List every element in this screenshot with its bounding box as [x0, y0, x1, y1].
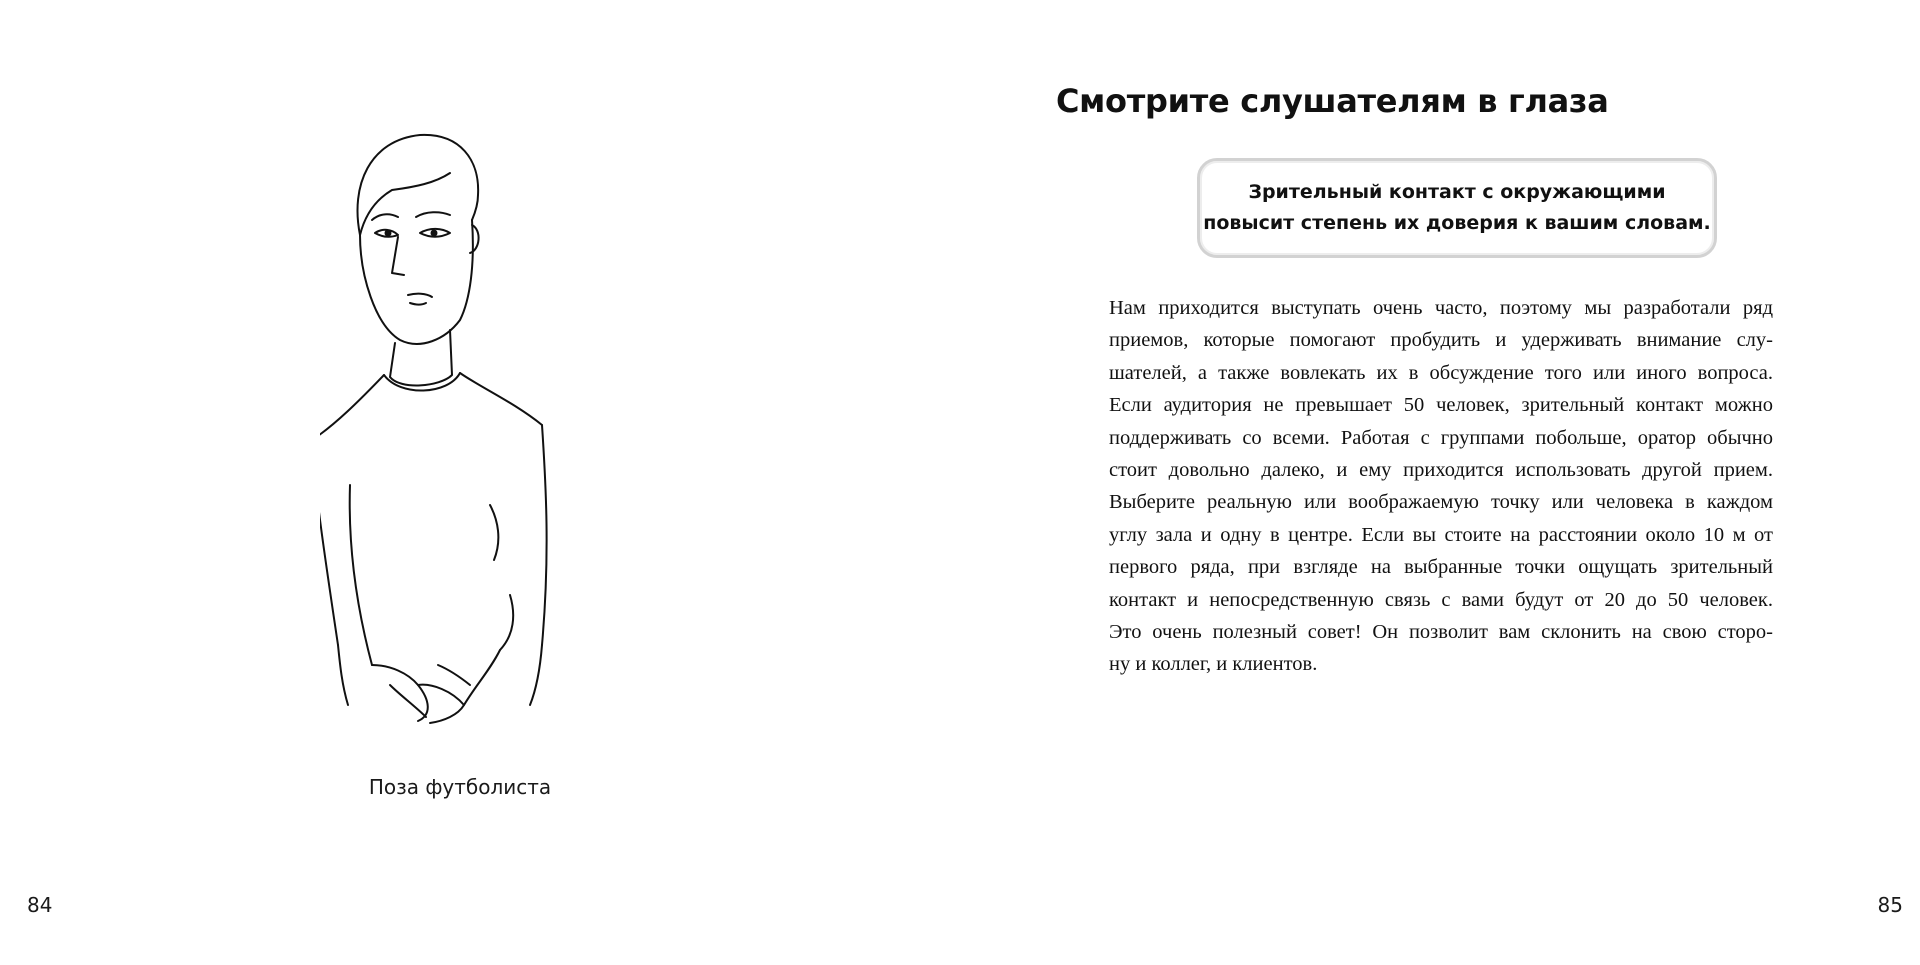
section-heading: Смотрите слушателям в глаза: [1056, 82, 1609, 120]
callout-line: Зрительный контакт с окружающими: [1248, 181, 1666, 203]
body-line: поддерживать со всеми. Работая с группами побольше, оратор обычно: [1109, 426, 1773, 449]
callout-box: [1197, 158, 1717, 258]
man-standing-illustration: [320, 125, 570, 725]
body-line: первого ряда, при взгляде на выбранные точки ощущать зрительный: [1109, 556, 1773, 579]
body-line: Это очень полезный совет! Он позволит вам склонить на свою сторо-: [1109, 620, 1773, 643]
figure-caption: Поза футболиста: [368, 775, 552, 799]
callout-text: [1203, 177, 1711, 239]
body-line: Нам приходится выступать очень часто, поэтому мы разработали ряд: [1109, 297, 1773, 319]
callout-line: повысит степень их доверия к вашим словам.: [1203, 212, 1711, 234]
body-line: Выберите реальную или воображаемую точку или человека в каждом: [1109, 491, 1773, 514]
body-line: шателей, а также вовлекать их в обсуждение того или иного вопроса.: [1109, 361, 1773, 384]
body-line: стоит довольно далеко, и ему приходится использовать другой прием.: [1109, 458, 1773, 481]
page-number-right: 85: [1877, 893, 1903, 917]
body-line: приемов, которые помогают пробудить и удерживать внимание слу-: [1109, 329, 1773, 352]
body-line: Если аудитория не превышает 50 человек, зрительный контакт можно: [1109, 394, 1773, 417]
body-line: углу зала и одну в центре. Если вы стоите на расстоянии около 10 м от: [1109, 523, 1773, 546]
body-paragraph: [1109, 292, 1773, 681]
page-number-left: 84: [27, 893, 53, 917]
body-line: контакт и непосредственную связь с вами будут от 20 до 50 человек.: [1109, 588, 1773, 611]
right-page: [960, 0, 1920, 965]
body-line: ну и коллег, и клиентов.: [1109, 653, 1318, 676]
